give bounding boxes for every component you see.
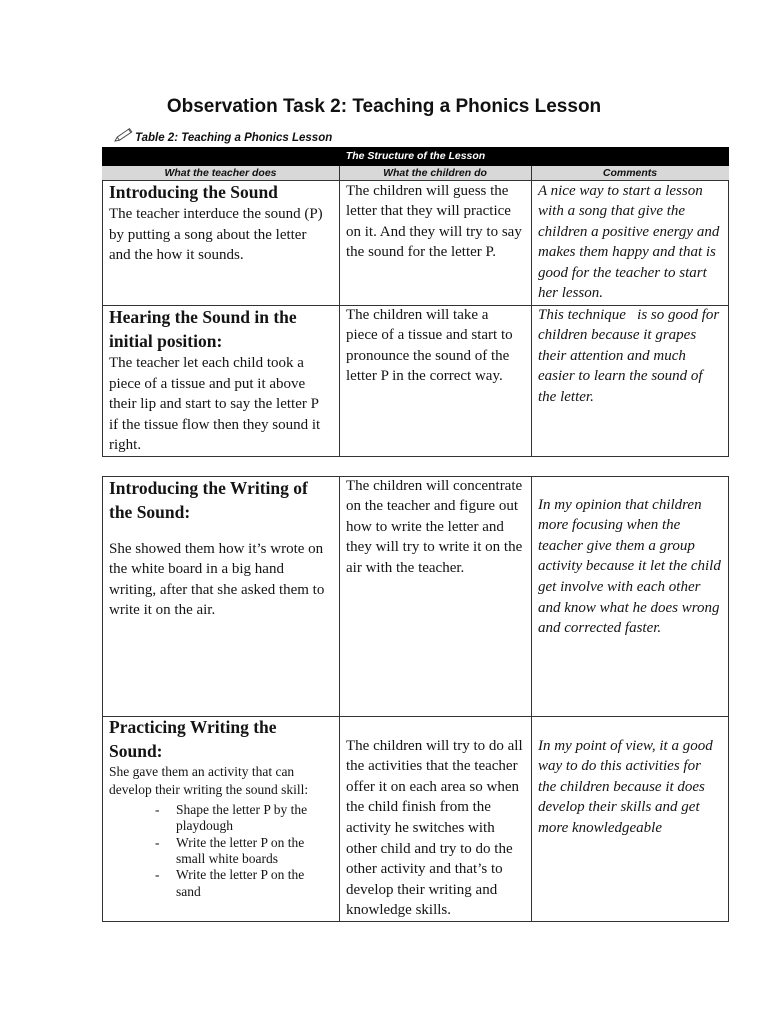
list-item [109, 802, 335, 835]
children-text-line: other child and try to do the [346, 840, 513, 857]
teacher-text-line: write it on the air. [109, 602, 216, 619]
comment-text-line: In my opinion that children [538, 496, 702, 513]
comments-cell [538, 181, 727, 305]
teacher-text-line: piece of a tissue and put it above [109, 375, 306, 392]
children-text-line: knowledge skills. [346, 902, 451, 919]
children-text-line: The children will guess the [346, 182, 509, 199]
list-item-line: playdough [176, 818, 233, 834]
children-text-line: letter that they will practice [346, 203, 511, 220]
children-text-line: the activities that the teacher [346, 758, 518, 775]
comment-text-line: children a positive energy and [538, 223, 720, 240]
teacher-cell [109, 476, 335, 621]
comment-text-line: A nice way to start a lesson [538, 182, 703, 199]
table-gridline [531, 166, 532, 457]
comment-text-line: makes them happy and that is [538, 244, 716, 261]
list-item [109, 867, 335, 900]
comment-text-line: activity because it let the child [538, 558, 721, 575]
column-header-row [102, 166, 729, 180]
comment-text-line: with a song that give the [538, 203, 686, 220]
activity-list [109, 802, 335, 900]
teacher-text-line: She gave them an activity that can [109, 764, 295, 779]
section-heading: initial position: [109, 331, 223, 351]
children-text-line: develop their writing and [346, 881, 498, 898]
comment-text-line: children because it grapes [538, 327, 697, 344]
teacher-text-line: and the how it sounds. [109, 247, 244, 264]
comment-text-line: In my point of view, it a good [538, 737, 713, 754]
list-item-line: Write the letter P on the [176, 867, 305, 883]
children-text-line: The children will take a [346, 306, 489, 323]
children-cell [346, 476, 529, 579]
children-text-line: on it. And they will try to say [346, 223, 522, 240]
comment-text-line: way to do this activities for [538, 758, 701, 775]
teacher-text-line: if the tissue flow then they sound it [109, 416, 321, 433]
list-bullet: - [155, 801, 160, 817]
table-caption [114, 126, 354, 146]
list-item-line: small white boards [176, 851, 278, 867]
table-gridline [531, 476, 532, 922]
list-item [109, 835, 335, 868]
comment-text-line: the children because it does [538, 778, 705, 795]
children-text-line: pronounce the sound of the [346, 347, 510, 364]
children-text-line: on the teacher and figure out [346, 498, 519, 515]
comment-text-line: This technique is so good for [538, 306, 720, 323]
comment-text-line: and corrected faster. [538, 620, 662, 637]
comment-text-line: develop their skills and get [538, 799, 700, 816]
comments-cell [538, 305, 727, 408]
teacher-text-line: The teacher let each child took a [109, 355, 304, 371]
section-heading: Introducing the Sound [109, 182, 278, 202]
children-text-line: piece of a tissue and start to [346, 327, 513, 344]
list-item-line: Shape the letter P by the [176, 801, 308, 817]
children-text-line: The children will try to do all [346, 737, 523, 754]
pencil-icon [114, 126, 134, 143]
comments-cell [538, 736, 727, 839]
teacher-cell [109, 715, 335, 900]
children-text-line: letter P in the correct way. [346, 368, 503, 385]
section-heading: Introducing the Writing of [109, 478, 308, 498]
teacher-text-line: writing, after that she asked them to [109, 581, 325, 598]
comment-text-line: their attention and much [538, 347, 686, 364]
children-text-line: they will try to write it on the [346, 539, 523, 556]
comment-text-line: more focusing when the [538, 517, 681, 534]
children-cell [346, 181, 529, 263]
list-bullet: - [155, 834, 160, 850]
list-item-line: sand [176, 883, 201, 899]
column-header-teacher: What the teacher does [164, 167, 277, 179]
children-text-line: other activity and that’s to [346, 861, 503, 878]
comment-text-line: easier to learn the sound of [538, 368, 703, 385]
teacher-text-line: the white board in a big hand [109, 561, 284, 578]
list-bullet: - [155, 867, 160, 883]
teacher-text-line: She showed them how it’s wrote on [109, 540, 324, 557]
teacher-cell [109, 180, 335, 266]
comment-text-line: get involve with each other [538, 579, 701, 596]
table-gridline [339, 166, 340, 457]
comment-text-line: the letter. [538, 388, 594, 405]
section-heading: the Sound: [109, 502, 191, 522]
column-header-children: What the children do [383, 167, 487, 179]
caption-text: Table 2: Teaching a Phonics Lesson [135, 132, 333, 144]
comment-text-line: and know what he does wrong [538, 599, 720, 616]
comment-text-line: good for the teacher to start [538, 264, 707, 281]
section-heading: Hearing the Sound in the [109, 307, 297, 327]
children-cell [346, 305, 529, 387]
children-text-line: the sound for the letter P. [346, 244, 496, 261]
comment-text-line: teacher give them a group [538, 537, 695, 554]
table-gridline [339, 476, 340, 922]
children-text-line: offer it on each area so when [346, 778, 519, 795]
comments-cell [538, 495, 727, 639]
teacher-cell [109, 305, 335, 456]
comment-text-line: more knowledgeable [538, 820, 662, 837]
document-title: Observation Task 2: Teaching a Phonics Lesson [166, 96, 602, 117]
section-heading: Practicing Writing the [109, 717, 277, 737]
teacher-text-line: their lip and start to say the letter P [109, 396, 319, 413]
teacher-text-line: The teacher interduce the sound (P) [109, 206, 323, 222]
teacher-text-line: by putting a song about the letter [109, 226, 307, 243]
list-item-line: Write the letter P on the [176, 834, 305, 850]
comment-text-line: her lesson. [538, 285, 603, 302]
column-header-comments: Comments [602, 167, 658, 179]
children-cell [346, 736, 529, 921]
teacher-text-line: right. [109, 437, 142, 454]
section-heading: Sound: [109, 741, 163, 761]
children-text-line: The children will concentrate [346, 477, 523, 494]
children-text-line: air with the teacher. [346, 560, 465, 577]
children-text-line: activity he switches with [346, 820, 495, 837]
children-text-line: how to write the letter and [346, 518, 504, 535]
children-text-line: the child finish from the [346, 799, 491, 816]
teacher-text-line: develop their writing the sound skill: [109, 782, 309, 797]
structure-header: The Structure of the Lesson [102, 147, 729, 166]
